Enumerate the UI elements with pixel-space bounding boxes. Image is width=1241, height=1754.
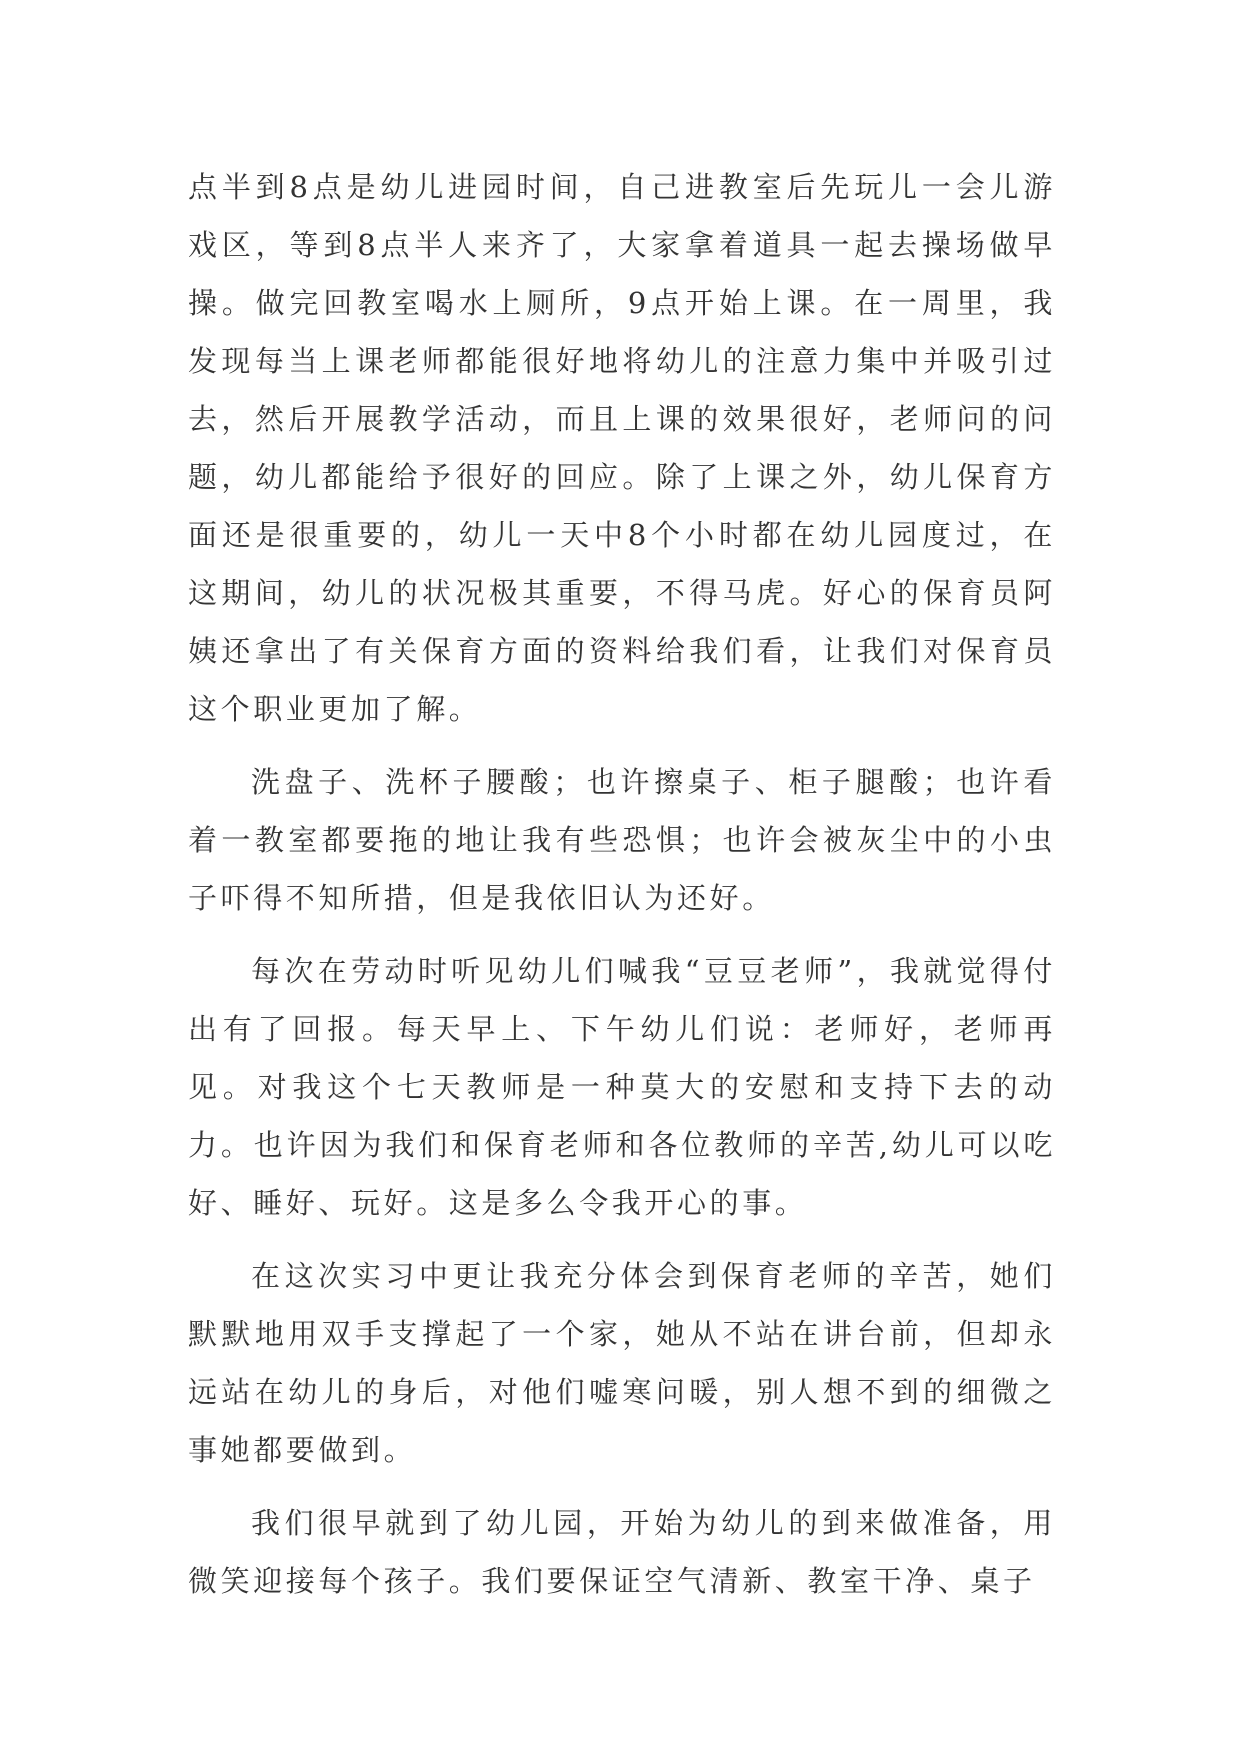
document-page bbox=[188, 158, 1056, 1610]
paragraph-3: 每次在劳动时听见幼儿们喊我“豆豆老师”，我就觉得付出有了回报。每天早上、下午幼儿们说：老师好，老师再见。对我这个七天教师是一种莫大的安慰和支持下去的动力。也许因为我们和保育老师和各位教师的辛苦,幼儿可以吃好、睡好、玩好。这是多么令我开心的事。 bbox=[188, 954, 1056, 1220]
paragraph-2: 洗盘子、洗杯子腰酸；也许擦桌子、柜子腿酸；也许看着一教室都要拖的地让我有些恐惧；也许会被灰尘中的小虫子吓得不知所措，但是我依旧认为还好。 bbox=[188, 765, 1056, 915]
paragraph-4: 在这次实习中更让我充分体会到保育老师的辛苦，她们默默地用双手支撑起了一个家，她从不站在讲台前，但却永远站在幼儿的身后，对他们嘘寒问暖，别人想不到的细微之事她都要做到。 bbox=[188, 1259, 1056, 1467]
paragraph-5: 我们很早就到了幼儿园，开始为幼儿的到来做准备，用微笑迎接每个孩子。我们要保证空气清新、教室干净、桌子 bbox=[188, 1506, 1056, 1598]
paragraph-1: 点半到8点是幼儿进园时间，自己进教室后先玩儿一会儿游戏区，等到8点半人来齐了，大家拿着道具一起去操场做早操。做完回教室喝水上厕所，9点开始上课。在一周里，我发现每当上课老师都能很好地将幼儿的注意力集中并吸引过去，然后开展教学活动，而且上课的效果很好，老师问的问题，幼儿都能给予很好的回应。除了上课之外，幼儿保育方面还是很重要的，幼儿一天中8个小时都在幼儿园度过，在这期间，幼儿的状况极其重要，不得马虎。好心的保育员阿姨还拿出了有关保育方面的资料给我们看，让我们对保育员这个职业更加了解。 bbox=[188, 170, 1056, 726]
